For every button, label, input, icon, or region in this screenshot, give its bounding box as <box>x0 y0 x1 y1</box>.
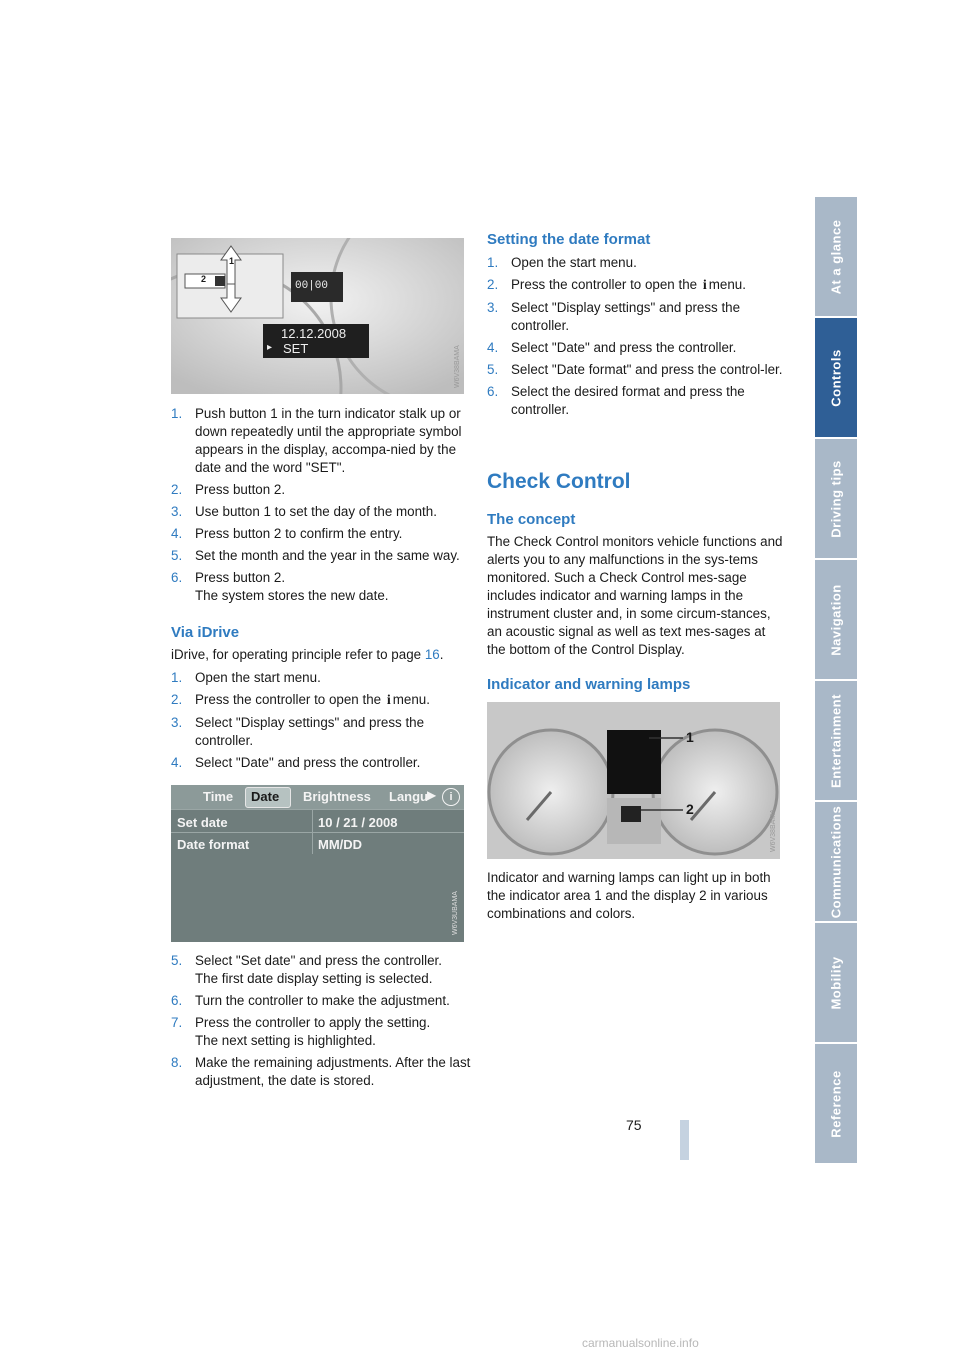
tab-label: Navigation <box>828 583 844 656</box>
step-text: menu. <box>708 277 746 292</box>
page-number: 75 <box>626 1117 642 1133</box>
step-text: menu. <box>392 692 430 707</box>
step-number: 2. <box>171 482 183 497</box>
concept-heading: The concept <box>487 511 576 528</box>
display-symbol: 00|00 <box>295 280 329 292</box>
step-number: 4. <box>171 526 183 541</box>
step-subtext: The first date display setting is selected. <box>195 971 433 986</box>
step-number: 4. <box>171 755 183 770</box>
tab-mobility[interactable] <box>815 923 857 1042</box>
step-subtext: The next setting is highlighted. <box>195 1033 376 1048</box>
step-number: 6. <box>487 384 499 399</box>
step-number: 1. <box>171 670 183 685</box>
display-set: SET <box>283 341 309 356</box>
row-date-format-label[interactable]: Date format <box>177 837 250 852</box>
step-text: Set the month and the year in the same way. <box>195 548 460 563</box>
intro-text: iDrive, for operating principle refer to page <box>171 647 422 662</box>
tab-label: Entertainment <box>828 693 844 788</box>
list-item <box>171 691 467 710</box>
instrument-cluster-figure <box>487 702 780 859</box>
step-number: 3. <box>487 300 499 315</box>
step-number: 5. <box>171 953 183 968</box>
via-idrive-heading: Via iDrive <box>171 624 240 641</box>
step-number: 6. <box>171 993 183 1008</box>
date-format-heading: Setting the date format <box>487 231 651 248</box>
row-date-format-value[interactable]: MM/DD <box>318 837 363 852</box>
list-item <box>487 339 787 357</box>
figure-id: W6V38BAMA <box>770 809 777 852</box>
list-item <box>171 405 467 477</box>
lamps-text: Indicator and warning lamps can light up in both the indicator area 1 and the display 2 in various combinations and colors. <box>487 870 771 921</box>
step-number: 3. <box>171 715 183 730</box>
step-number: 4. <box>487 340 499 355</box>
step-text: Select "Date" and press the controller. <box>195 755 421 770</box>
stalk-label-1-top: 1 <box>229 256 235 266</box>
step-text: Select "Set date" and press the controller. <box>195 953 442 968</box>
stalk-steps-list <box>171 405 467 609</box>
info-icon: i <box>386 693 391 708</box>
step-text: Select "Date format" and press the control-ler. <box>511 362 783 377</box>
check-control-heading: Check Control <box>487 470 631 493</box>
step-text: Open the start menu. <box>195 670 321 685</box>
tab-label: Driving tips <box>828 459 844 538</box>
figure-id: W6V38BAMA <box>454 345 461 388</box>
step-text: Press the controller to open the <box>511 277 698 292</box>
step-number: 7. <box>171 1015 183 1030</box>
page-link[interactable]: 16 <box>424 647 440 662</box>
idrive-steps-list <box>171 669 467 776</box>
tab-at-a-glance[interactable] <box>815 197 857 316</box>
list-item <box>171 1054 471 1090</box>
concept-text: The Check Control monitors vehicle functions and alerts you to any malfunctions in the sys-tems monitored. Such a Check Control mes-sage includes indicator and warning lamps in the instrument cluster and, in some circum-stances, an acoustic signal as well as text mes-sages at the bottom of the Control Display. <box>487 534 783 657</box>
instrument-illustration <box>171 238 464 394</box>
screen-arrow-icon: ▶ <box>427 788 437 802</box>
tab-entertainment[interactable] <box>815 681 857 800</box>
stalk-display-figure <box>171 238 464 394</box>
list-item <box>487 299 787 335</box>
step-number: 2. <box>487 277 499 292</box>
idrive-steps-cont-list <box>171 952 471 1094</box>
tab-label: At a glance <box>828 219 844 294</box>
callout-2: 2 <box>686 801 694 817</box>
step-text: Make the remaining adjustments. After the last adjustment, the date is stored. <box>195 1055 471 1088</box>
list-item <box>171 525 467 543</box>
list-item <box>487 276 787 295</box>
list-item <box>171 714 467 750</box>
step-number: 3. <box>171 504 183 519</box>
list-item <box>171 503 467 521</box>
step-number: 8. <box>171 1055 183 1070</box>
site-watermark: carmanualsonline.info <box>582 1336 699 1350</box>
tab-navigation[interactable] <box>815 560 857 679</box>
step-text: Push button 1 in the turn indicator stalk up or down repeatedly until the appropriate symbol appears in the display, accompa-nied by the date and the word "SET". <box>195 406 462 475</box>
screen-tab-date-label: Date <box>251 789 280 804</box>
list-item <box>171 569 467 605</box>
step-number: 5. <box>171 548 183 563</box>
step-text: Press the controller to open the <box>195 692 382 707</box>
step-text: Press the controller to apply the setting. <box>195 1015 431 1030</box>
step-text: Select "Date" and press the controller. <box>511 340 737 355</box>
tab-driving-tips[interactable] <box>815 439 857 558</box>
step-text: Open the start menu. <box>511 255 637 270</box>
row-set-date-label[interactable]: Set date <box>177 815 228 830</box>
lamps-heading: Indicator and warning lamps <box>487 676 691 693</box>
step-number: 1. <box>171 406 183 421</box>
row-set-date-value[interactable]: 10 / 21 / 2008 <box>318 815 398 830</box>
chapter-tabs <box>815 197 857 1165</box>
screen-tab-time[interactable]: Time <box>203 789 234 804</box>
callout-1: 1 <box>686 729 694 745</box>
list-item <box>171 481 467 499</box>
list-item <box>487 254 787 272</box>
step-text: Press button 2. <box>195 482 286 497</box>
list-item <box>171 992 471 1010</box>
list-item <box>487 361 787 379</box>
step-text: Select "Display settings" and press the controller. <box>195 715 425 748</box>
row-divider <box>171 832 464 833</box>
step-number: 5. <box>487 362 499 377</box>
step-text: Select "Display settings" and press the controller. <box>511 300 741 333</box>
list-item <box>487 383 787 419</box>
tab-communications[interactable] <box>815 802 857 921</box>
row-divider <box>171 809 464 810</box>
step-text: Press button 2 to confirm the entry. <box>195 526 403 541</box>
intro-end: . <box>439 647 444 662</box>
list-item <box>171 1014 471 1050</box>
figure-id: W6V3UBAMA <box>452 891 459 935</box>
screen-info-icon[interactable]: i <box>442 788 460 806</box>
cluster-illustration <box>487 702 780 859</box>
step-number: 1. <box>487 255 499 270</box>
step-text: Press button 2. <box>195 570 286 585</box>
screen-tab-brightness[interactable]: Brightness <box>303 789 371 804</box>
idrive-date-screen <box>171 785 464 942</box>
date-format-steps-list <box>487 254 787 423</box>
tab-label: Reference <box>828 1069 844 1138</box>
list-item <box>171 952 471 988</box>
tab-label: Mobility <box>828 955 844 1010</box>
tab-reference[interactable] <box>815 1044 857 1163</box>
display-date: 12.12.2008 <box>281 326 347 341</box>
tab-label: Controls <box>828 348 844 407</box>
step-number: 2. <box>171 692 183 707</box>
step-text: Use button 1 to set the day of the month. <box>195 504 437 519</box>
list-item <box>171 754 467 772</box>
page-marker <box>680 1120 689 1160</box>
step-subtext: The system stores the new date. <box>195 588 389 603</box>
tab-label: Communications <box>828 805 844 918</box>
info-icon: i <box>702 278 707 293</box>
step-text: Turn the controller to make the adjustment. <box>195 993 450 1008</box>
step-text: Select the desired format and press the controller. <box>511 384 745 417</box>
screen-tab-language[interactable]: Langu <box>389 789 428 804</box>
step-number: 6. <box>171 570 183 585</box>
display-arrow-icon: ▸ <box>267 342 273 353</box>
via-idrive-intro <box>171 646 471 664</box>
tab-controls[interactable] <box>815 318 857 437</box>
list-item <box>171 669 467 687</box>
stalk-label-2: 2 <box>201 274 207 284</box>
list-item <box>171 547 467 565</box>
